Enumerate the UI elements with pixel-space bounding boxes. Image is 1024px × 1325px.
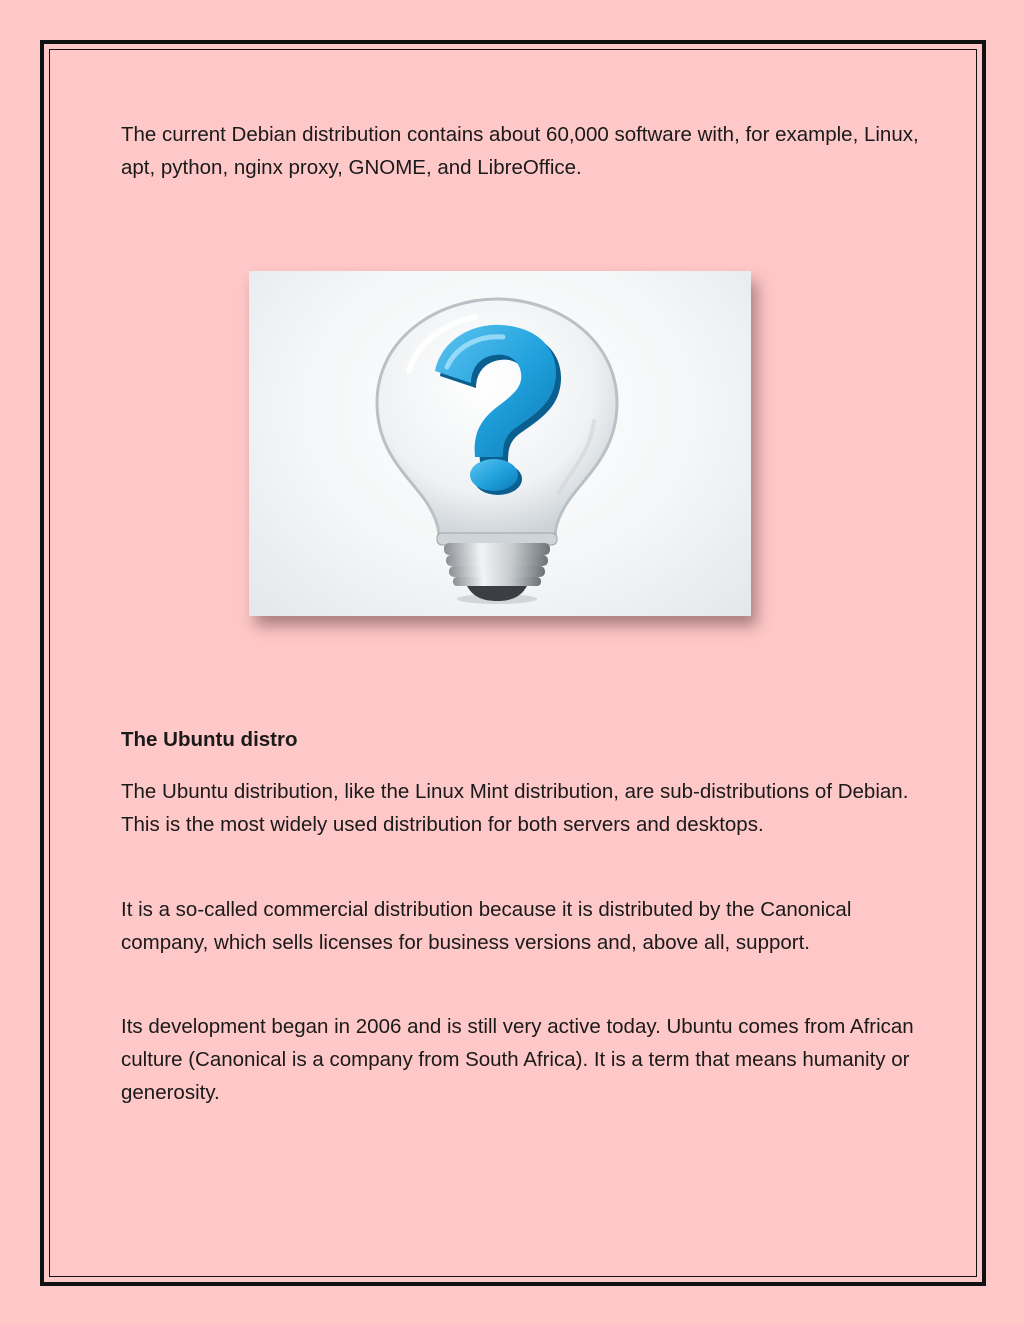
intro-paragraph: The current Debian distribution contains about 60,000 software with, for example, Linux, apt, python, nginx proxy, GNOME, and LibreOffice.	[121, 123, 919, 179]
ubuntu-paragraph-2: It is a so-called commercial distribution because it is distributed by the Canonical company, which sells licenses for business versions and, above all, support.	[121, 898, 852, 954]
ubuntu-paragraph-3: Its development began in 2006 and is still very active today. Ubuntu comes from African culture (Canonical is a company from South Africa). It is a term that means humanity or generosity.	[121, 1015, 914, 1104]
lightbulb-question-icon	[249, 271, 751, 616]
section-heading: The Ubuntu distro	[121, 728, 298, 751]
ubuntu-paragraph-1: The Ubuntu distribution, like the Linux Mint distribution, are sub-distributions of Debian. This is the most widely used distribution for both servers and desktops.	[121, 780, 909, 836]
